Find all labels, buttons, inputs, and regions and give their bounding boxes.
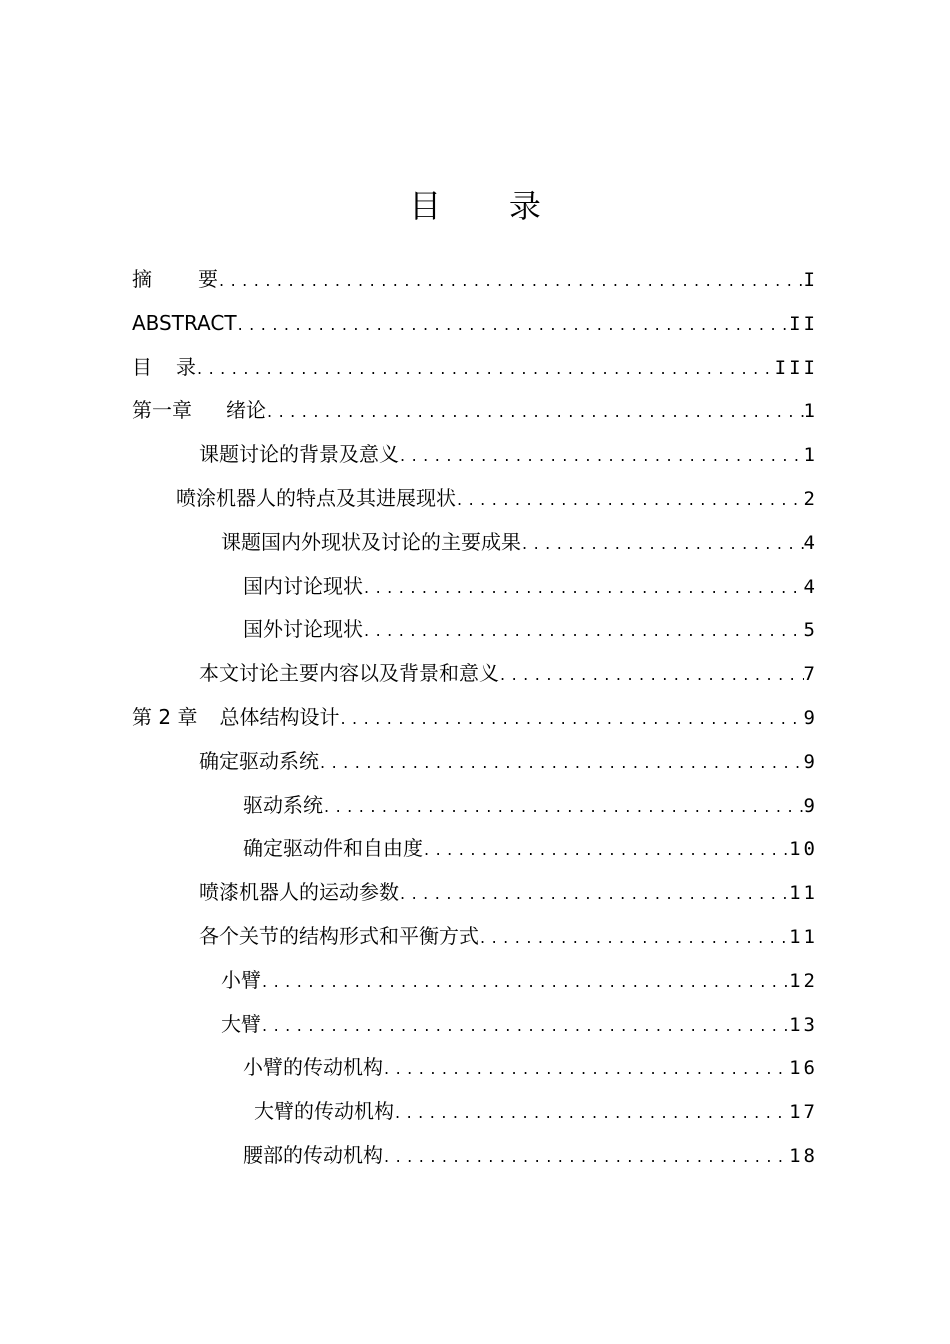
toc-page-number: 10 (789, 838, 818, 861)
toc-entry-subsection[interactable] (132, 1090, 818, 1134)
dot-leader (499, 653, 804, 697)
toc-entry-subsection[interactable] (132, 1003, 818, 1047)
toc-entry-subsection[interactable] (132, 565, 818, 609)
dot-leader (394, 1091, 789, 1135)
toc-entry-label: 本文讨论主要内容以及背景和意义 (199, 661, 499, 686)
toc-page-number: 9 (803, 706, 818, 729)
toc-entry-contents[interactable] (132, 346, 818, 390)
toc-page-number: 11 (789, 882, 818, 905)
toc-entry-label: 小臂 (221, 967, 261, 992)
toc-entry-subsection[interactable] (132, 608, 818, 652)
dot-leader (323, 785, 804, 829)
toc-entry-label: 腰部的传动机构 (243, 1142, 383, 1167)
toc-entry-label: 驱动系统 (243, 792, 323, 817)
dot-leader (196, 347, 775, 391)
toc-entry-label: 摘 要 (132, 267, 218, 291)
toc-entry-label: 课题国内外现状及讨论的主要成果 (221, 529, 521, 554)
toc-entry-label: ABSTRACT (132, 310, 237, 335)
toc-entry-label: 课题讨论的背景及意义 (199, 442, 399, 467)
toc-entry-chapter-2[interactable] (132, 696, 818, 740)
toc-page-number: 7 (803, 663, 818, 686)
toc-entry-label: 大臂的传动机构 (254, 1099, 394, 1124)
toc-page-number: 2 (803, 487, 818, 510)
toc-page-number: 11 (789, 925, 818, 948)
toc-entry-section[interactable] (132, 477, 818, 521)
toc-page-number: 12 (789, 969, 818, 992)
dot-leader (479, 916, 789, 960)
toc-page-number: 16 (789, 1057, 818, 1080)
dot-leader (237, 303, 790, 347)
toc-entry-label: 目 录 (132, 354, 196, 379)
toc-entry-label: 喷涂机器人的特点及其进展现状 (176, 485, 456, 510)
toc-entry-section[interactable] (132, 433, 818, 477)
page-title: 目 录 (409, 187, 570, 225)
toc-entry-label: 第 2 章 总体结构设计 (132, 704, 340, 729)
toc-entry-label: 确定驱动件和自由度 (243, 836, 423, 861)
dot-leader (399, 434, 804, 478)
toc-entry-label: 小臂的传动机构 (243, 1055, 383, 1080)
dot-leader (363, 609, 804, 653)
dot-leader (521, 522, 804, 566)
toc-entry-chapter-1[interactable] (132, 389, 818, 433)
toc-entry-label: 各个关节的结构形式和平衡方式 (199, 923, 479, 948)
toc-entry-section[interactable] (132, 871, 818, 915)
toc-entry-label: 国内讨论现状 (243, 573, 363, 598)
toc-entry-label: 大臂 (221, 1011, 261, 1036)
toc-entry-label: 第一章 绪论 (132, 398, 266, 423)
toc-page-number: III (774, 356, 818, 379)
toc-entry-subsection[interactable] (132, 1046, 818, 1090)
dot-leader (218, 259, 804, 303)
toc-entry-label: 喷漆机器人的运动参数 (199, 880, 399, 905)
table-of-contents (132, 258, 818, 1178)
toc-page-number: 4 (803, 531, 818, 554)
toc-page-number: 1 (803, 400, 818, 423)
toc-page-number: 17 (789, 1101, 818, 1124)
dot-leader (319, 741, 804, 785)
toc-entry-label: 国外讨论现状 (243, 617, 363, 642)
toc-page-number: 18 (789, 1144, 818, 1167)
toc-page-number: 9 (803, 794, 818, 817)
dot-leader (261, 960, 789, 1004)
toc-entry-label: 确定驱动系统 (199, 748, 319, 773)
dot-leader (266, 390, 804, 434)
dot-leader (456, 478, 804, 522)
toc-entry-subsection[interactable] (132, 959, 818, 1003)
toc-entry-subsection[interactable] (132, 1134, 818, 1178)
toc-entry-subsection[interactable] (132, 827, 818, 871)
toc-entry-abstract-en[interactable] (132, 302, 818, 346)
dot-leader (339, 697, 803, 741)
dot-leader (383, 1135, 789, 1179)
dot-leader (363, 566, 804, 610)
toc-entry-section[interactable] (132, 915, 818, 959)
toc-page-number: 5 (803, 619, 818, 642)
toc-page-number: 1 (803, 444, 818, 467)
dot-leader (261, 1004, 789, 1048)
toc-entry-subsection[interactable] (132, 784, 818, 828)
dot-leader (383, 1047, 789, 1091)
dot-leader (399, 872, 789, 916)
toc-entry-section[interactable] (132, 740, 818, 784)
toc-entry-section[interactable] (132, 652, 818, 696)
toc-page-number: 9 (803, 750, 818, 773)
toc-page-number: I (803, 269, 818, 291)
toc-page-number: II (789, 312, 818, 335)
toc-page-number: 13 (789, 1013, 818, 1036)
dot-leader (423, 828, 789, 872)
toc-page-number: 4 (803, 575, 818, 598)
toc-entry-abstract-cn[interactable] (132, 258, 818, 302)
toc-entry-section[interactable] (132, 521, 818, 565)
